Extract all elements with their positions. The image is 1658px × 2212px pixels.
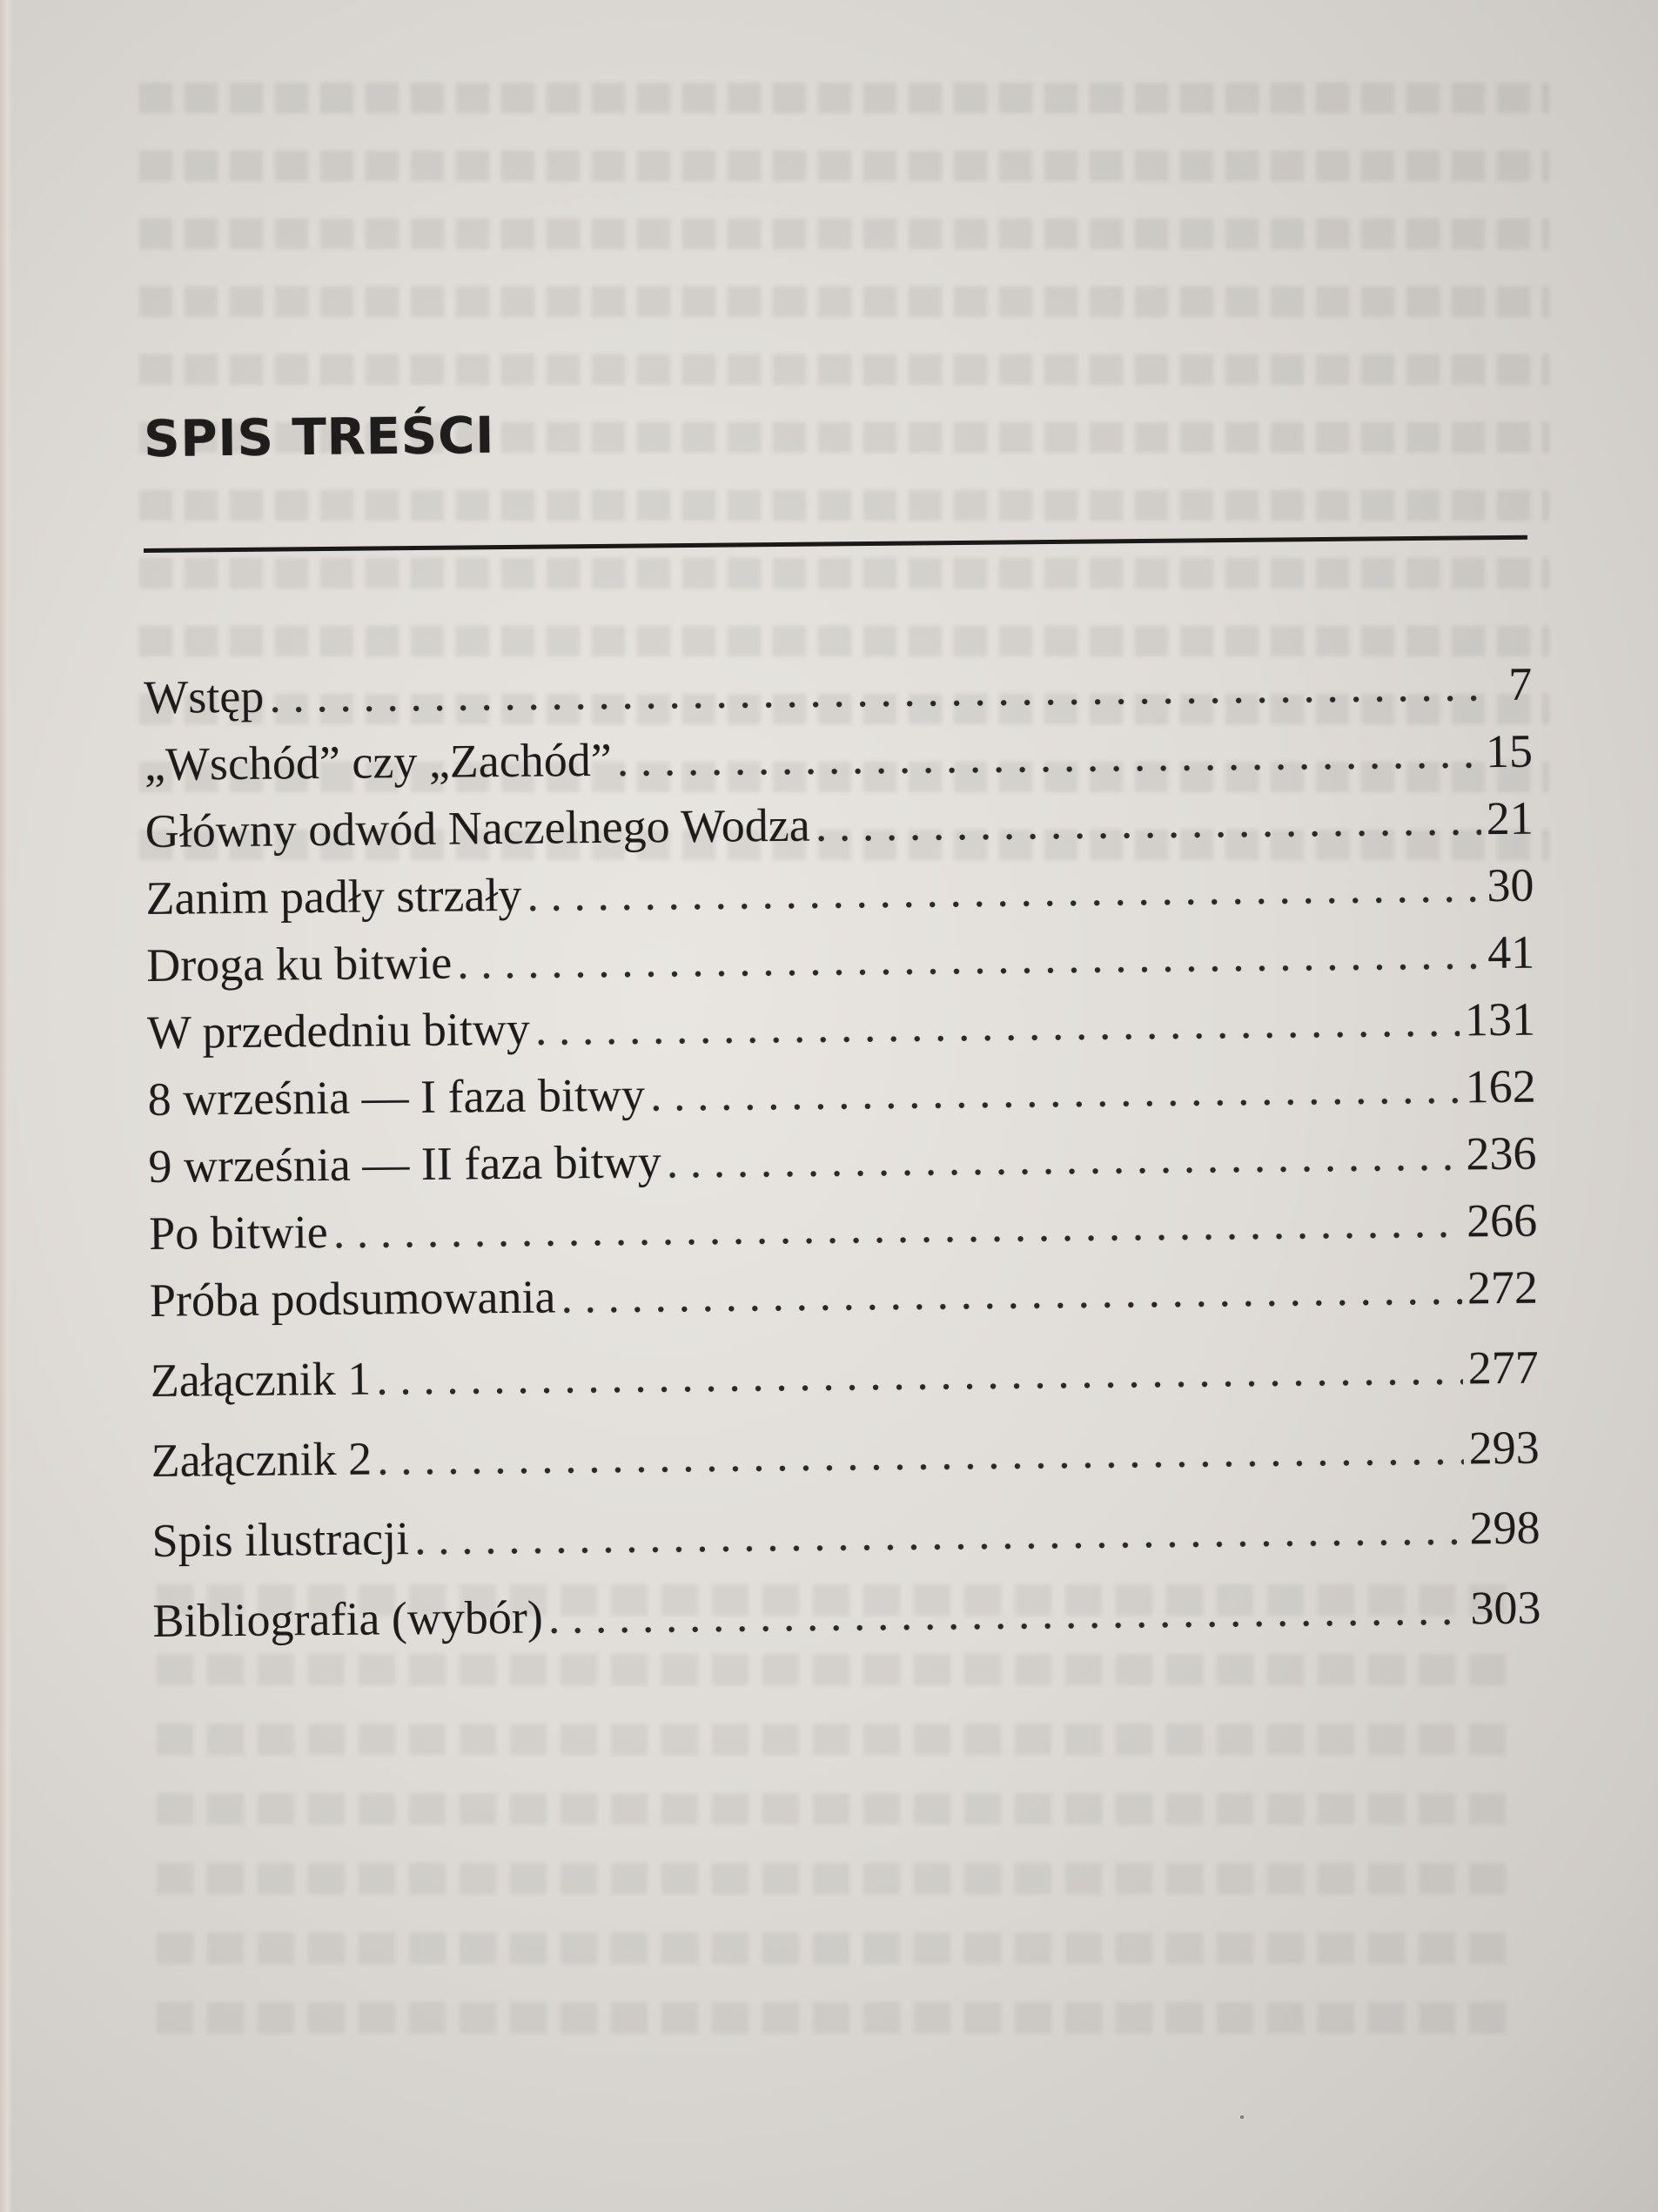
toc-entry-page: 266 [1466, 1193, 1538, 1247]
toc-entry-title: Droga ku bitwie [145, 936, 453, 992]
toc-entry-spis-ilustracji [151, 1501, 1541, 1594]
toc-entry-title: Po bitwie [148, 1205, 329, 1260]
toc-entry-title: Bibliografia (wybór) [152, 1590, 544, 1647]
toc-entry-page: 293 [1468, 1421, 1540, 1475]
page-edge-shadow [0, 0, 12, 2212]
toc-entry-page: 131 [1464, 992, 1536, 1046]
dot-leader [666, 1126, 1460, 1188]
dot-leader [376, 1341, 1463, 1405]
toc-entry-title: Główny odwód Naczelnego Wodza [144, 798, 810, 857]
toc-entry-title: Zanim padły strzały [145, 868, 522, 924]
toc-entry-title: Wstęp [144, 669, 265, 723]
dot-leader [269, 657, 1493, 723]
dot-leader [535, 993, 1460, 1056]
toc-entry-page: 7 [1507, 657, 1533, 710]
table-of-contents [144, 657, 1541, 1661]
toc-entry-title: Załącznik 1 [150, 1352, 372, 1407]
toc-entry-page: 41 [1487, 925, 1535, 979]
toc-entry-page: 162 [1465, 1059, 1536, 1113]
dot-leader [332, 1193, 1461, 1258]
toc-entry-page: 30 [1487, 858, 1534, 912]
dot-leader [560, 1261, 1462, 1323]
toc-entry-page: 303 [1470, 1581, 1541, 1635]
toc-entry-title: W przededniu bitwy [146, 1002, 531, 1059]
toc-entry-title: „Wschód” czy „Zachód” [144, 733, 612, 790]
dot-leader [527, 858, 1482, 922]
dot-leader [377, 1421, 1464, 1485]
toc-entry-title: 9 września — II faza bitwy [148, 1135, 661, 1193]
paper-speck [1240, 2115, 1244, 2119]
show-through-text-top [139, 83, 1549, 535]
page-title: SPIS TREŚCI [143, 405, 495, 468]
dot-leader [457, 925, 1483, 989]
dot-leader [616, 724, 1480, 787]
toc-entry-page: 15 [1485, 724, 1534, 778]
toc-entry-title: 8 września — I faza bitwy [147, 1068, 646, 1126]
toc-entry-proba-podsumowania [150, 1261, 1539, 1354]
toc-entry-title: Załącznik 2 [151, 1432, 373, 1487]
toc-entry-page: 236 [1466, 1126, 1537, 1180]
toc-entry-page: 21 [1486, 791, 1534, 845]
toc-entry-page: 277 [1467, 1341, 1540, 1395]
toc-entry-title: Spis ilustracji [151, 1512, 410, 1567]
toc-entry-zalacznik-1 [151, 1341, 1540, 1434]
toc-entry-zalacznik-2 [151, 1421, 1540, 1514]
dot-leader [815, 791, 1481, 851]
dot-leader [548, 1581, 1466, 1644]
heading-rule [144, 535, 1527, 553]
toc-entry-page: 298 [1469, 1501, 1541, 1555]
toc-entry-page: 272 [1467, 1261, 1539, 1314]
dot-leader [650, 1060, 1460, 1122]
toc-entry-title: Próba podsumowania [149, 1270, 556, 1327]
dot-leader [414, 1501, 1465, 1565]
toc-entry-bibliografia [152, 1581, 1541, 1661]
